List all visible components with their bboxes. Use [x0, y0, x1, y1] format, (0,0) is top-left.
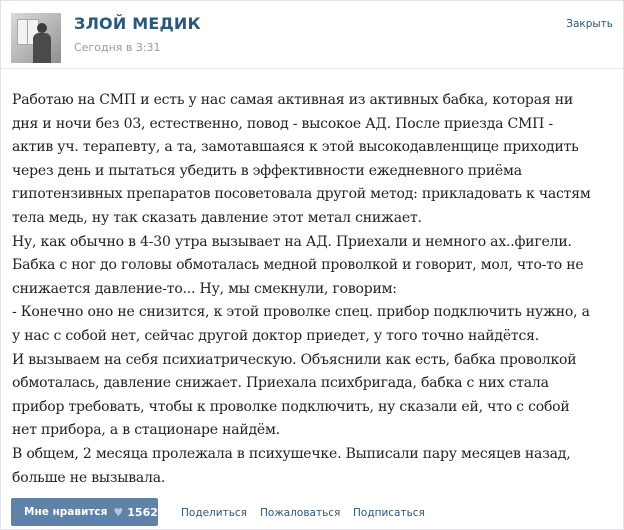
share-link[interactable]: Поделиться	[181, 507, 247, 519]
post-body	[12, 89, 617, 490]
post-text-line: снижается давление-то... Ну, мы смекнули, говорим:	[12, 280, 397, 297]
like-label: Мне нравится	[24, 506, 108, 518]
community-avatar[interactable]	[11, 13, 61, 63]
like-button[interactable]	[11, 498, 158, 526]
subscribe-link[interactable]: Подписаться	[353, 507, 425, 519]
report-link[interactable]: Пожаловаться	[260, 507, 341, 519]
like-count: 1562	[127, 505, 158, 519]
post-text-line: - Конечно оно не снизится, к этой проволке спец. прибор подключить нужно, а	[12, 304, 590, 321]
heart-icon: ♥	[113, 505, 124, 519]
post-text-line: у нас с собой нет, сейчас другой доктор приедет, у того точно найдётся.	[12, 327, 539, 344]
post-text-line: гипотензивных препаратов посоветовала другой метод: прикладовать к частям	[12, 186, 591, 203]
post-text-line: обмоталась, давление снижает. Приехала психбригада, бабка с них стала	[12, 375, 549, 392]
post-text-line: В общем, 2 месяца пролежала в психушечке. Выписали пару месяцев назад,	[12, 445, 571, 462]
post-timestamp[interactable]: Сегодня в 3:31	[74, 41, 161, 54]
post-text-line: Работаю на СМП и есть у нас самая активная из активных бабка, которая ни	[12, 92, 573, 108]
post-text-line: актив уч. терапевту, а та, замотавшаяся к этой высокодавленщице приходить	[12, 139, 579, 156]
post-text-line: через день и пытаться убедить в эффективности ежедневного приёма	[12, 162, 522, 179]
post-text-line: прибор требовать, чтобы к проволке подключить, ну сказали ей, что с собой	[12, 398, 570, 415]
community-name[interactable]: ЗЛОЙ МЕДИК	[74, 14, 201, 33]
post-text-line: Бабка с ног до головы обмоталась медной проволкой и говорит, мол, что-то не	[12, 257, 584, 274]
post-text-line: больше не вызывала.	[12, 469, 166, 486]
post-header	[1, 1, 623, 69]
post-actions	[11, 498, 611, 526]
post-text-line: нет прибора, а в стационаре найдём.	[12, 422, 280, 439]
post-text-line: тела медь, ну так сказать давление этот метал снижает.	[12, 209, 422, 226]
post-text-line: дня и ночи без 03, естественно, повод - высокое АД. После приезда СМП -	[12, 115, 553, 132]
close-button[interactable]: Закрыть	[566, 18, 613, 30]
post-text-line: Ну, как обычно в 4-30 утра вызывает на АД. Приехали и немного ах..фигели.	[12, 233, 572, 250]
post-text-line: И вызываем на себя психиатрическую. Объяснили как есть, бабка проволкой	[12, 351, 577, 368]
